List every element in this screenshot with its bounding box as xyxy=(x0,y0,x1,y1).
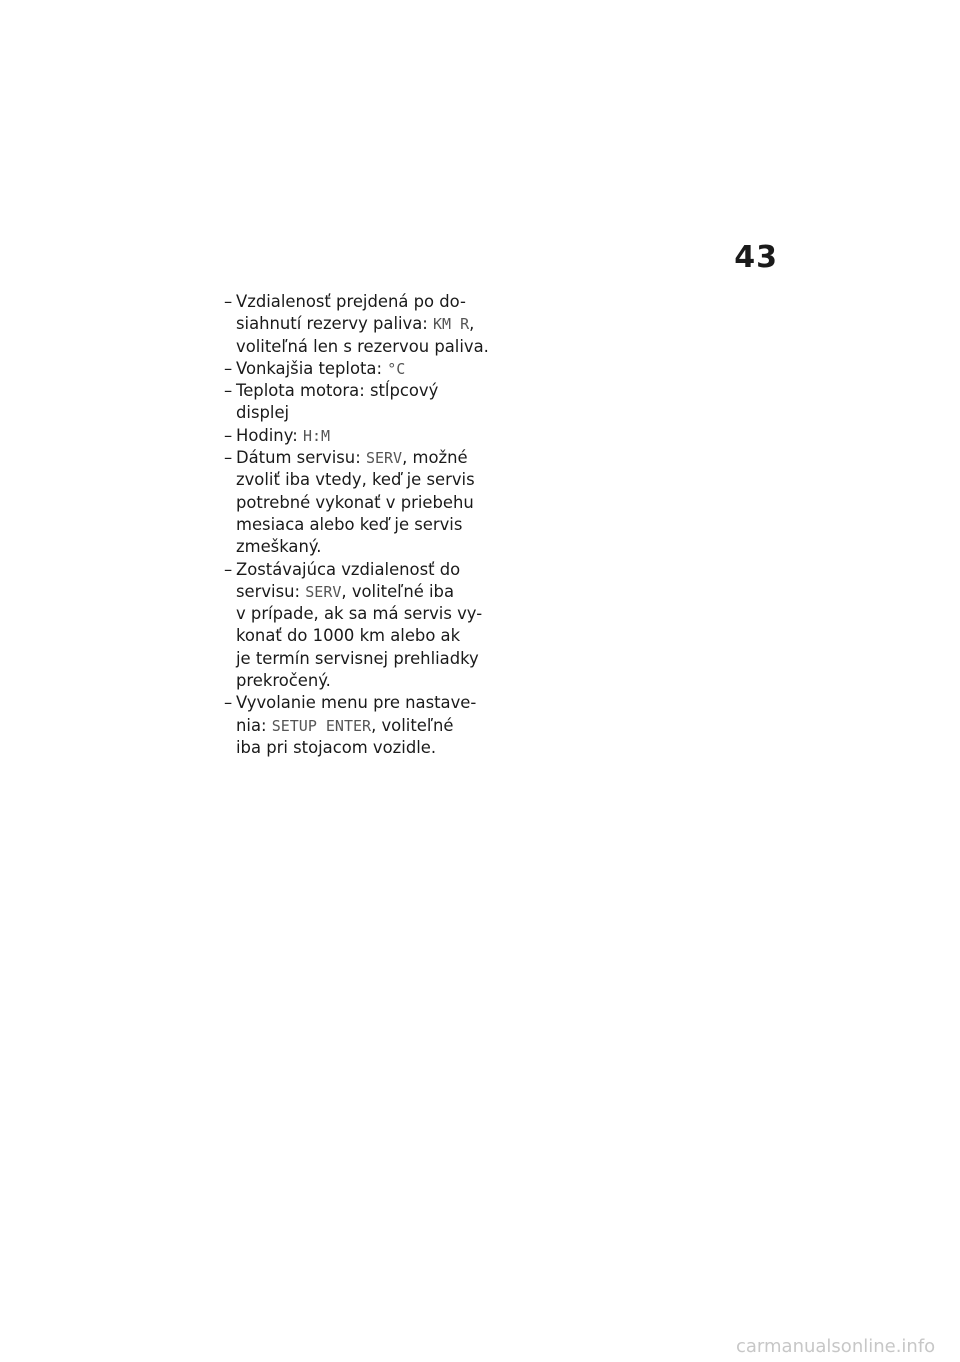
display-code: H:M xyxy=(302,426,331,445)
item-text xyxy=(236,425,504,447)
text-line xyxy=(236,447,504,469)
text-line xyxy=(236,559,504,581)
text-run: displej xyxy=(236,403,290,423)
text-line xyxy=(236,670,504,692)
item-text xyxy=(236,447,504,558)
item-text xyxy=(236,291,504,358)
text-run: , voliteľné iba xyxy=(341,581,455,601)
text-run: Vzdialenosť prejdená po do- xyxy=(236,292,466,311)
text-run: , voliteľné xyxy=(371,715,454,735)
text-run: Zostávajúca vzdialenosť do xyxy=(236,559,461,579)
text-run: konať do 1000 km alebo ak xyxy=(236,626,461,646)
text-run: v prípade, ak sa má servis vy- xyxy=(236,604,483,624)
text-run: Hodiny: xyxy=(236,425,303,445)
display-code: °C xyxy=(387,359,406,378)
dash-bullet: – xyxy=(224,292,233,311)
text-line xyxy=(236,715,504,737)
text-run: nia: xyxy=(236,715,272,735)
text-line xyxy=(236,581,504,603)
list-item xyxy=(224,692,504,759)
text-run: prekročený. xyxy=(236,671,331,691)
dash-bullet: – xyxy=(224,381,233,401)
text-run: mesiaca alebo keď je servis xyxy=(236,514,463,534)
display-code: SERV xyxy=(305,582,342,601)
text-line xyxy=(236,692,504,714)
text-run: voliteľná len s rezervou paliva. xyxy=(236,336,489,356)
dash-bullet: – xyxy=(224,559,233,579)
display-code: SERV xyxy=(365,449,403,468)
text-line xyxy=(236,492,504,514)
text-run: siahnutí rezervy paliva: xyxy=(236,314,434,334)
display-code: KM R xyxy=(433,315,470,334)
list-item xyxy=(224,291,504,358)
text-run: potrebné vykonať v priebehu xyxy=(236,492,474,512)
text-line xyxy=(236,402,504,424)
text-line xyxy=(236,358,504,380)
text-line xyxy=(236,425,504,447)
dash-list xyxy=(224,291,504,759)
text-run: Vonkajšia teplota: xyxy=(236,358,388,378)
text-line xyxy=(236,648,504,670)
text-line xyxy=(236,336,504,358)
text-run: iba pri stojacom vozidle. xyxy=(236,737,437,757)
display-code: SETUP ENTER xyxy=(271,716,372,735)
text-line xyxy=(236,313,504,335)
text-line xyxy=(236,536,504,558)
text-run: , xyxy=(469,314,475,334)
list-item xyxy=(224,380,504,425)
text-line xyxy=(236,625,504,647)
item-text xyxy=(236,559,504,693)
text-line xyxy=(236,380,504,402)
list-item xyxy=(224,358,504,380)
item-text xyxy=(236,358,504,380)
text-line xyxy=(236,737,504,759)
text-line xyxy=(236,469,504,491)
text-line xyxy=(236,603,504,625)
dash-bullet: – xyxy=(224,693,233,713)
text-run: zvoliť iba vtedy, keď je servis xyxy=(236,470,475,490)
list-item xyxy=(224,425,504,447)
page-number: 43 xyxy=(734,240,778,275)
text-run: Dátum servisu: xyxy=(236,448,366,468)
text-run: Vyvolanie menu pre nastave- xyxy=(236,693,477,713)
dash-bullet: – xyxy=(224,448,233,468)
text-run: je termín servisnej prehliadky xyxy=(236,648,479,668)
item-text xyxy=(236,692,504,759)
content-column xyxy=(224,291,504,759)
watermark-text: carmanualsonline.info xyxy=(736,1336,936,1357)
list-item xyxy=(224,447,504,558)
text-line xyxy=(236,514,504,536)
text-run: Teplota motora: stĺpcový xyxy=(236,381,439,401)
text-run: servisu: xyxy=(236,581,306,601)
text-line xyxy=(236,291,504,313)
item-text xyxy=(236,380,504,425)
dash-bullet: – xyxy=(224,358,233,378)
text-run: , možné xyxy=(402,448,468,468)
dash-bullet: – xyxy=(224,425,233,445)
text-run: zmeškaný. xyxy=(236,537,322,557)
list-item xyxy=(224,559,504,693)
